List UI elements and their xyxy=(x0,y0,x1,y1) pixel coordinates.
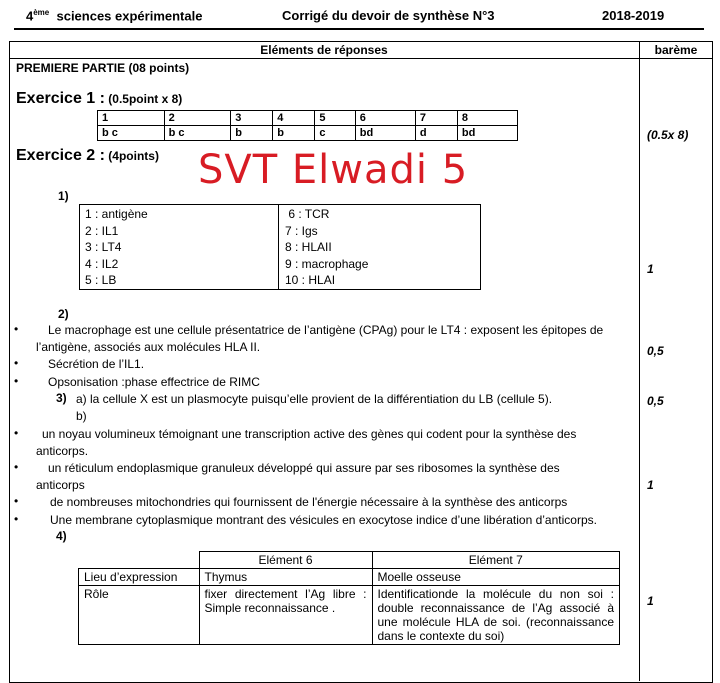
exercise1-answer-table xyxy=(97,110,518,141)
school-year: 2018-2019 xyxy=(602,8,665,23)
table-cell: 8 xyxy=(457,111,517,126)
table-cell: b c xyxy=(164,126,231,141)
question1-legend-box xyxy=(79,204,481,290)
q3-answer-a: a) la cellule X est un plasmocyte puisqu’elle provient de la différentiation du LB (cellule 5). xyxy=(76,392,553,406)
col-scale-header: barème xyxy=(654,43,698,57)
table-cell: Identificationde la molécule du non soi : double reconnaissance de l’Ag associé à une molécule HLA de soi. (reconnaissance dans le contexte du soi) xyxy=(372,586,620,645)
exercise2-title: Exercice 2 : xyxy=(16,147,105,164)
table-cell: d xyxy=(415,126,457,141)
q3-bullet4: Une membrane cytoplasmique montrant des vésicules en exocytose indice d’une libération d’anticorps. xyxy=(50,513,597,527)
list-item: 8 : HLAII xyxy=(285,240,332,254)
table-cell: 2 xyxy=(164,111,231,126)
table-cell: 6 xyxy=(355,111,415,126)
class-level: 4ème sciences expérimentale xyxy=(26,8,203,24)
list-item: 7 : Igs xyxy=(285,223,318,238)
table-cell: 1 xyxy=(98,111,165,126)
q3-bullet2-line2: anticorps xyxy=(36,478,85,492)
table-cell: Moelle osseuse xyxy=(372,569,620,586)
table-cell: bd xyxy=(457,126,517,141)
q2-bullet1-line1: Le macrophage est une cellule présentatrice de l’antigène (CPAg) pour le LT4 : exposent les épitopes de xyxy=(48,323,604,337)
bullet-icon: • xyxy=(14,356,19,370)
document-title: Corrigé du devoir de synthèse N°3 xyxy=(282,8,495,23)
list-item: 3 : LT4 xyxy=(85,240,122,254)
table-header-element7: Elément 7 xyxy=(372,552,620,569)
table-cell xyxy=(79,552,200,569)
watermark-text: SVT Elwadi 5 xyxy=(198,147,469,193)
list-item: 6 : TCR xyxy=(285,207,330,221)
question3b-score: 1 xyxy=(647,478,654,492)
exercise2-heading xyxy=(16,147,159,165)
q3-bullet1-line1: un noyau volumineux témoignant une transcription active des gènes qui codent pour la synthèse des xyxy=(42,427,577,441)
question4-label: 4) xyxy=(56,529,67,543)
bullet-icon: • xyxy=(14,460,19,474)
table-cell: 5 xyxy=(315,111,355,126)
q3-bullet1-line2: anticorps. xyxy=(36,444,89,458)
question4-score: 1 xyxy=(647,594,654,608)
exercise1-heading xyxy=(16,90,182,108)
question1-label: 1) xyxy=(58,189,69,203)
q2-bullet1-line2: l’antigène, associés aux molécules HLA II. xyxy=(36,340,261,354)
question3a-score: 0,5 xyxy=(647,394,664,408)
q3-answer-b-label: b) xyxy=(76,409,87,423)
bullet-icon: • xyxy=(14,494,19,508)
table-cell: b xyxy=(273,126,315,141)
table-cell: Rôle xyxy=(79,586,200,645)
table-header-element6: Elément 6 xyxy=(199,552,372,569)
q3-bullet2-line1: un réticulum endoplasmique granuleux développé qui assure par ses ribosomes la synthèse des xyxy=(48,461,560,475)
q2-bullet2: Sécrétion de l’IL1. xyxy=(48,357,145,371)
bullet-icon: • xyxy=(14,512,19,526)
table-row xyxy=(79,586,620,645)
question1-score: 1 xyxy=(647,262,654,276)
part1-title: PREMIERE PARTIE (08 points) xyxy=(16,61,190,75)
legend-left-list xyxy=(85,206,275,289)
table-cell: b xyxy=(231,126,273,141)
list-item: 4 : IL2 xyxy=(85,256,119,271)
table-cell: b c xyxy=(98,126,165,141)
col-answers-header: Eléments de réponses xyxy=(260,43,388,57)
list-item: 9 : macrophage xyxy=(285,256,369,271)
q2-bullet3: Opsonisation :phase effectrice de RIMC xyxy=(48,375,260,389)
table-cell: 4 xyxy=(273,111,315,126)
table-cell: Lieu d’expression xyxy=(79,569,200,586)
table-cell: fixer directement l’Ag libre : Simple reconnaissance . xyxy=(199,586,372,645)
list-item: 1 : antigène xyxy=(85,207,148,221)
table-cell: c xyxy=(315,126,355,141)
table-cell: 7 xyxy=(415,111,457,126)
table-row xyxy=(79,569,620,586)
bullet-icon: • xyxy=(14,426,19,440)
question4-comparison-table xyxy=(78,551,620,645)
header-rule xyxy=(14,28,704,30)
list-item: 5 : LB xyxy=(85,273,117,287)
table-cell: Thymus xyxy=(199,569,372,586)
question2-label: 2) xyxy=(58,307,69,321)
exercise2-points: (4points) xyxy=(108,149,159,163)
bullet-icon: • xyxy=(14,322,19,336)
bullet-icon: • xyxy=(14,374,19,388)
table-header-rule xyxy=(9,58,712,59)
exercise1-title: Exercice 1 : xyxy=(16,90,105,107)
question2-score: 0,5 xyxy=(647,344,664,358)
table-cell: bd xyxy=(355,126,415,141)
table-cell: 3 xyxy=(231,111,273,126)
table-row xyxy=(79,552,620,569)
list-item: 2 : IL1 xyxy=(85,223,119,238)
table-row xyxy=(98,126,518,141)
table-row xyxy=(98,111,518,126)
q3-bullet3: de nombreuses mitochondries qui fournissent de l'énergie nécessaire à la synthèse des anticorps xyxy=(50,495,568,509)
exercise1-score: (0.5x 8) xyxy=(647,128,689,142)
legend-right-list xyxy=(285,206,475,289)
exercise1-points: (0.5point x 8) xyxy=(108,92,183,106)
question3-label: 3) xyxy=(56,391,67,405)
list-item: 10 : HLAI xyxy=(285,273,336,287)
